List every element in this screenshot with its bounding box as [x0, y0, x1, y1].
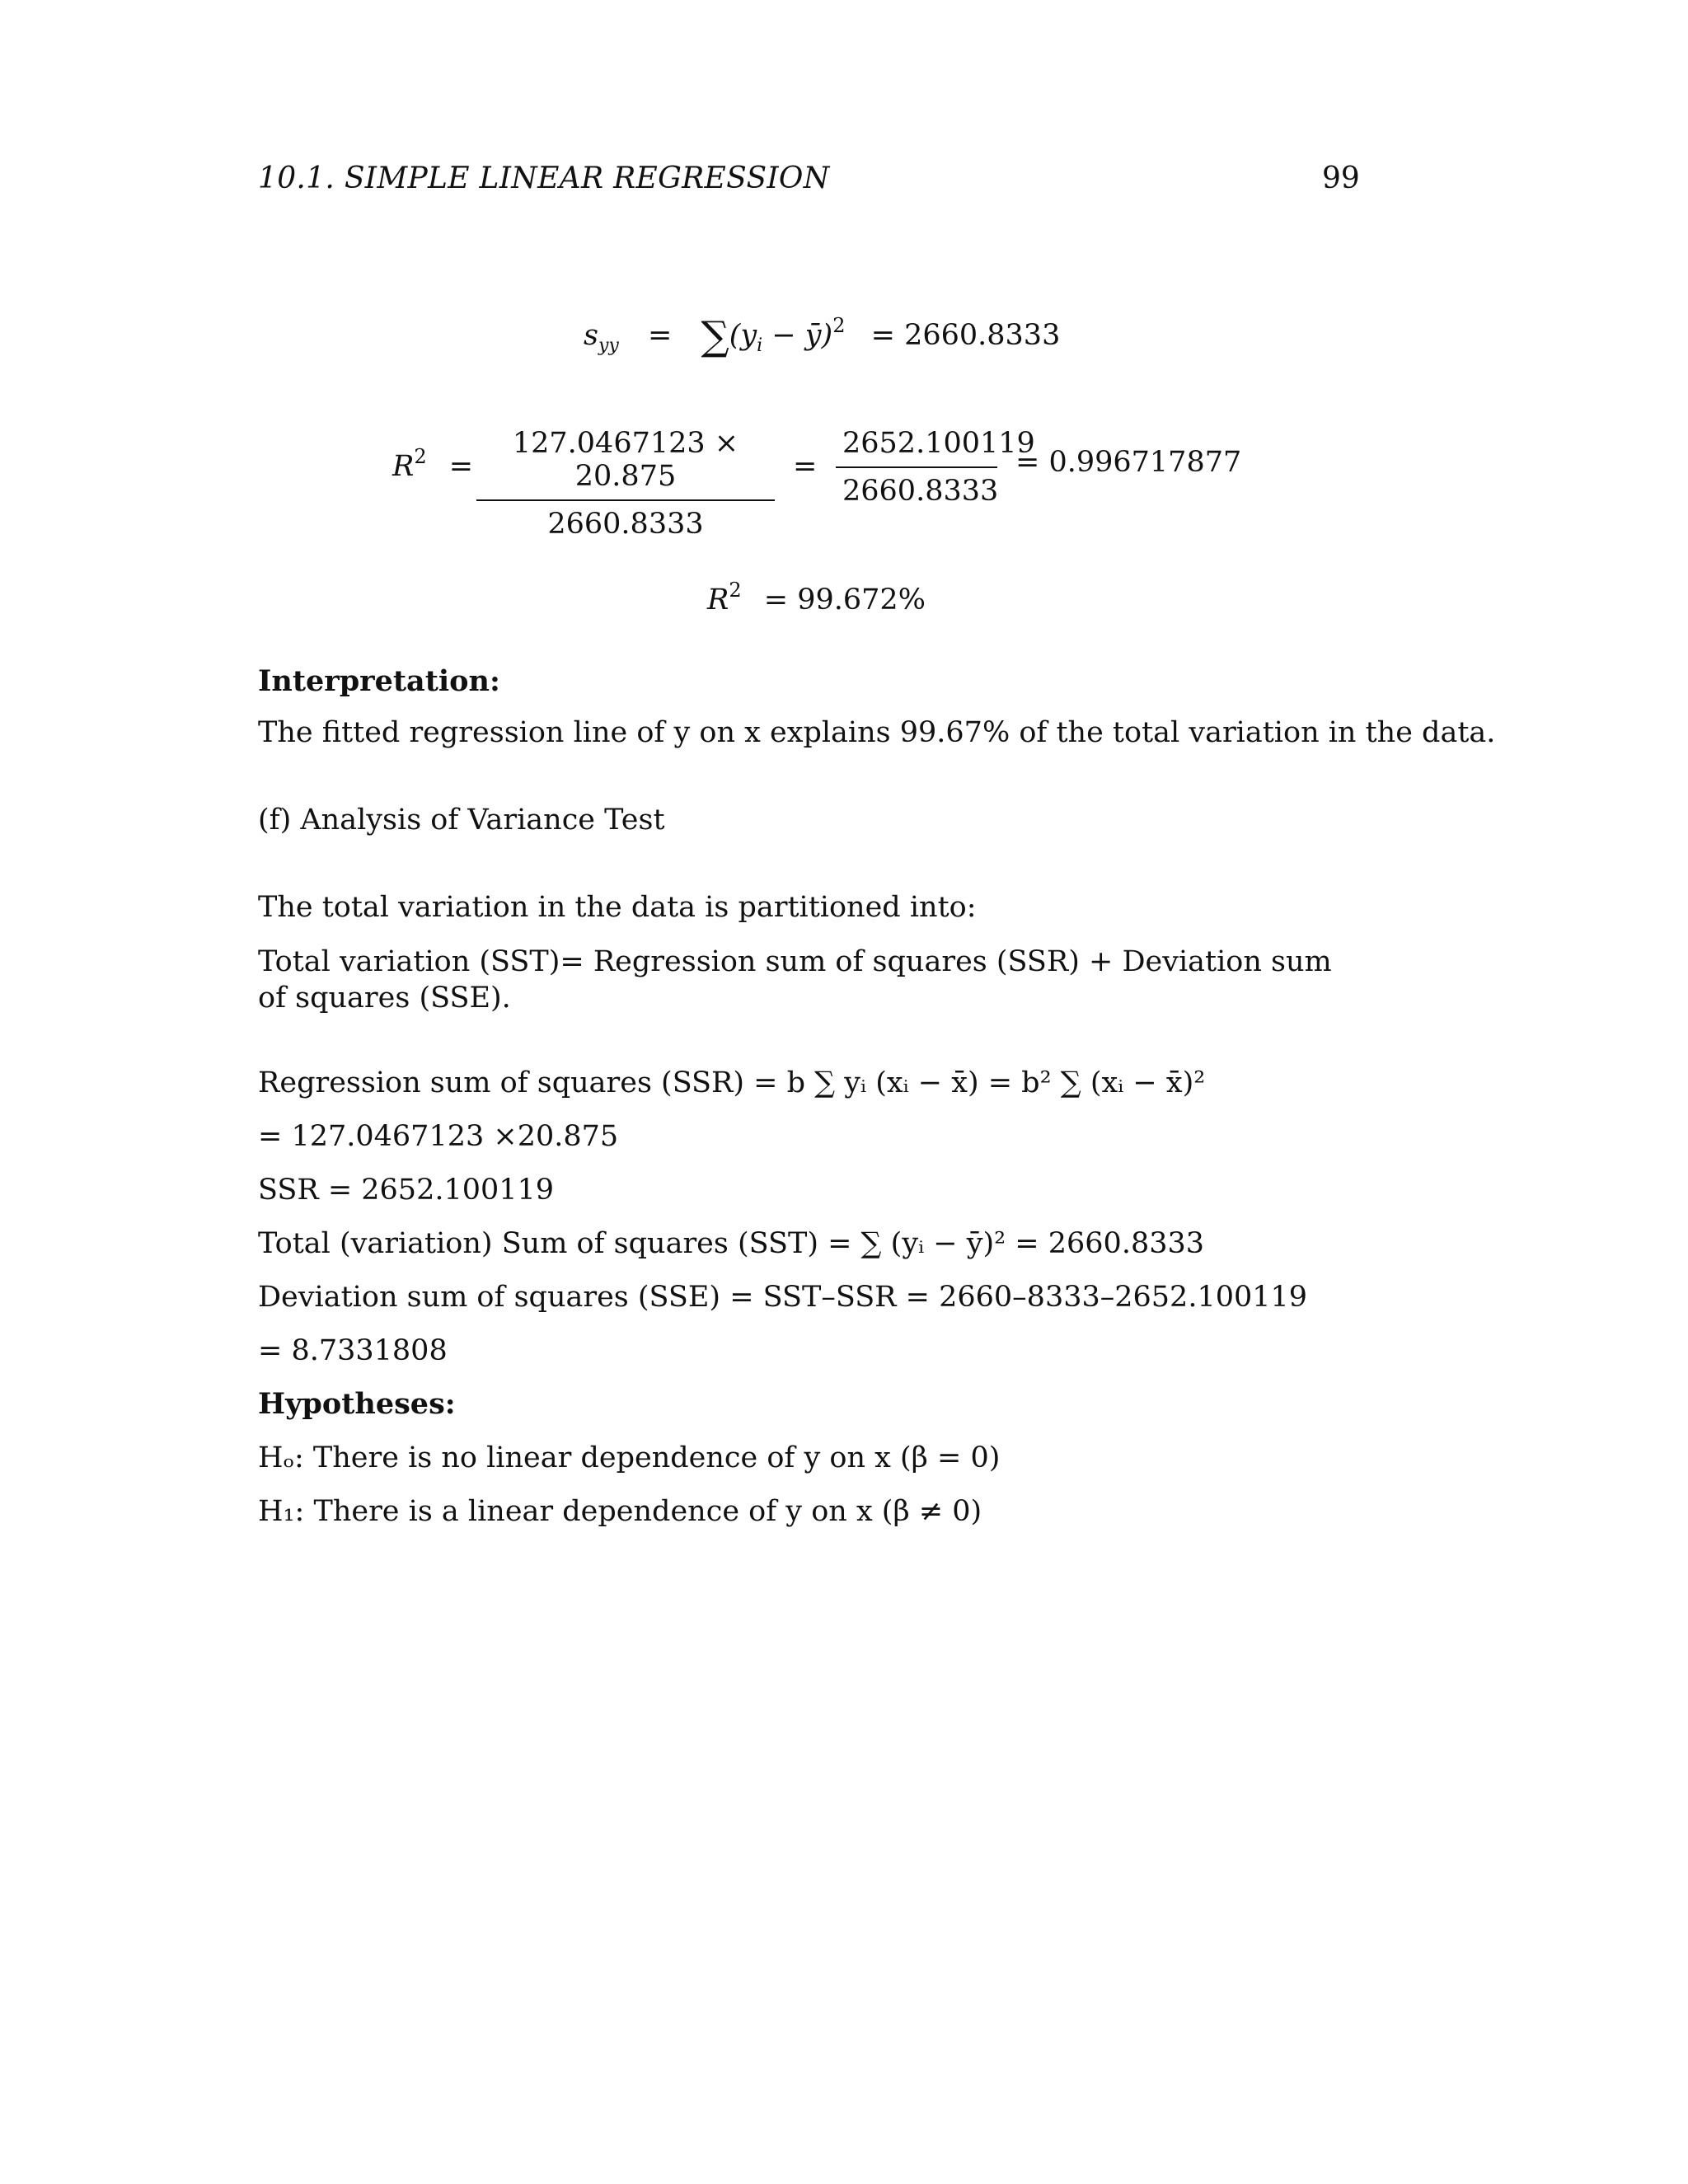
- syy-rhs-middle: − ȳ): [762, 319, 833, 352]
- ssr-equation-line: Regression sum of squares (SSR) = b ∑ yᵢ (xᵢ − x̄) = b² ∑ (xᵢ − x̄)²: [258, 1066, 1206, 1099]
- syy-result: = 2660.8333: [870, 319, 1061, 352]
- r-superscript: 2: [414, 445, 427, 468]
- r-squared-decimal-result: = 0.996717877: [1015, 446, 1242, 479]
- middle-equals-sign: =: [793, 450, 818, 483]
- partition-paragraph: Total variation (SST)= Regression sum of squares (SSR) + Deviation sum of squares (SSE).: [258, 945, 1332, 1015]
- page-number: 99: [1322, 162, 1360, 195]
- r-symbol: R: [392, 450, 415, 483]
- partition-intro: The total variation in the data is partitioned into:: [258, 891, 977, 924]
- summation-icon: ∑: [701, 313, 729, 359]
- section-f-title: (f) Analysis of Variance Test: [258, 804, 665, 837]
- r-percent-symbol: R: [707, 583, 729, 616]
- fraction-2-denominator: 2660.8333: [842, 475, 999, 508]
- syy-subscript: yy: [598, 335, 619, 356]
- syy-symbol: s: [584, 319, 598, 352]
- syy-equals: =: [647, 319, 673, 352]
- null-hypothesis-line: Hₒ: There is no linear dependence of y on x (β = 0): [258, 1441, 1001, 1474]
- r-squared-equals: =: [448, 450, 474, 483]
- interpretation-heading: Interpretation:: [258, 664, 500, 698]
- hypotheses-heading: Hypotheses:: [258, 1387, 456, 1421]
- r-squared-percent-equation: [707, 579, 926, 616]
- ssr-multiplication-line: = 127.0467123 ×20.875: [258, 1120, 619, 1153]
- sst-equation-line: Total (variation) Sum of squares (SST) = ∑ (yᵢ − ȳ)² = 2660.8333: [258, 1227, 1205, 1260]
- ssr-value-line: SSR = 2652.100119: [258, 1174, 555, 1207]
- fraction-2-numerator: 2652.100119: [842, 427, 1035, 460]
- syy-rhs-subscript: i: [757, 335, 763, 356]
- r-squared-fraction-2: [836, 427, 1035, 508]
- syy-equation: [584, 313, 1060, 359]
- fraction-1-numerator: 127.0467123 × 20.875: [512, 427, 739, 493]
- r-squared-fraction-1: [476, 427, 775, 541]
- r-percent-superscript: 2: [729, 579, 742, 602]
- alternative-hypothesis-line: H₁: There is a linear dependence of y on x (β ≠ 0): [258, 1495, 982, 1528]
- fraction-1-denominator: 2660.8333: [547, 508, 704, 541]
- syy-rhs-superscript: 2: [832, 314, 846, 337]
- r-percent-value: = 99.672%: [763, 583, 926, 616]
- syy-rhs-left: (y: [729, 319, 757, 352]
- sse-value-line: = 8.7331808: [258, 1334, 448, 1367]
- r-squared-label: [392, 445, 473, 483]
- sse-equation-line: Deviation sum of squares (SSE) = SST–SSR = 2660–8333–2652.100119: [258, 1281, 1308, 1314]
- running-head: 10.1. SIMPLE LINEAR REGRESSION: [258, 162, 830, 195]
- interpretation-text: The fitted regression line of y on x explains 99.67% of the total variation in the data.: [258, 716, 1496, 749]
